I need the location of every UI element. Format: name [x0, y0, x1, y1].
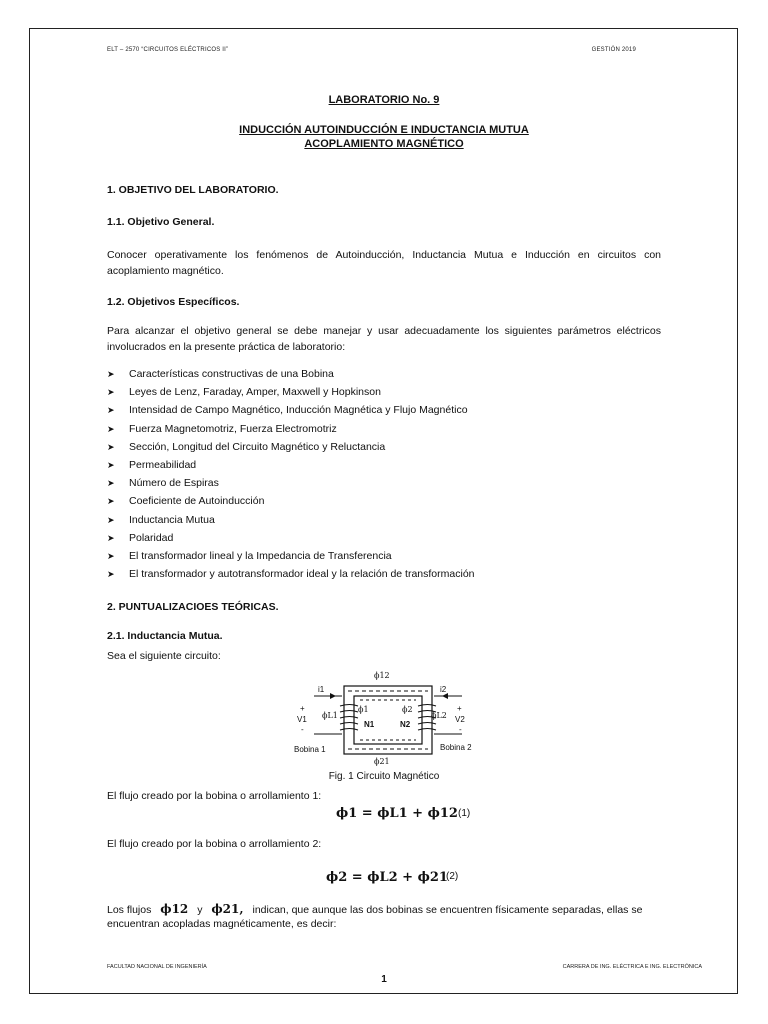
label-plus-1: + [300, 704, 305, 713]
label-i2: i2 [440, 685, 447, 694]
label-n2: N2 [400, 720, 411, 729]
objective-text: Fuerza Magnetomotriz, Fuerza Electromotriz [129, 422, 337, 435]
bullet-arrow-icon: ➤ [107, 423, 115, 434]
label-phi12: ϕ12 [374, 671, 390, 680]
label-n1: N1 [364, 720, 375, 729]
objective-list-item [107, 441, 385, 453]
header-course: ELT – 2570 “CIRCUITOS ELÉCTRICOS II” [107, 47, 229, 53]
symbol-phi21: ϕ21, [211, 902, 244, 916]
bullet-arrow-icon: ➤ [107, 496, 115, 507]
bullet-arrow-icon: ➤ [107, 369, 115, 379]
doc-subtitle-2: ACOPLAMIENTO MAGNÉTICO [304, 138, 464, 150]
objective-text: El transformador lineal y la Impedancia de Transferencia [129, 550, 392, 562]
flux-1-text: El flujo creado por la bobina o arrollamiento 1: [107, 790, 322, 802]
equation-1-number: (1) [458, 808, 471, 819]
doc-subtitle-1: INDUCCIÓN AUTOINDUCCIÓN E INDUCTANCIA MUTUA [239, 124, 529, 136]
lab-title: LABORATORIO No. 9 [328, 94, 440, 106]
label-i1: i1 [318, 685, 325, 694]
objective-text: Características constructivas de una Bobina [129, 368, 334, 380]
label-plus-2: + [457, 704, 462, 713]
equation-2: ϕ2 = ϕL2 + ϕ21 [326, 870, 448, 885]
section-2-heading: 2. PUNTUALIZACIOES TEÓRICAS. [107, 601, 279, 613]
bullet-arrow-icon: ➤ [107, 478, 115, 489]
objective-text: Inductancia Mutua [129, 513, 215, 526]
bullet-arrow-icon: ➤ [107, 569, 115, 580]
bullet-arrow-icon: ➤ [107, 387, 115, 398]
specific-objectives-text: Para alcanzar el objetivo general se debe manejar y usar adecuadamente los siguientes parámetros eléctricos involucrados en la presente práctica de laboratorio: [107, 325, 661, 353]
label-v1: V1 [297, 715, 307, 724]
objective-list-item [107, 386, 381, 398]
flux-2-text: El flujo creado por la bobina o arrollamiento 2: [107, 838, 322, 850]
coupling-text-pre: Los flujos [107, 904, 152, 916]
objective-list-item [107, 550, 392, 562]
label-minus-1: - [301, 725, 304, 734]
objective-list-item [107, 568, 475, 580]
label-v2: V2 [455, 715, 465, 724]
circuit-intro: Sea el siguiente circuito: [107, 650, 221, 662]
objective-text: Intensidad de Campo Magnético, Inducción Magnética y Flujo Magnético [129, 404, 468, 417]
label-phiL2: ϕL2 [431, 711, 447, 720]
footer-career: CARRERA DE ING. ELÉCTRICA E ING. ELECTRÓNICA [562, 964, 702, 970]
general-objective-heading: 1.1. Objetivo General. [107, 216, 215, 228]
objective-text: Número de Espiras [129, 477, 219, 490]
label-phi1: ϕ1 [358, 705, 369, 714]
section-1-heading: 1. OBJETIVO DEL LABORATORIO. [107, 184, 279, 196]
footer-faculty: FACULTAD NACIONAL DE INGENIERÍA [107, 964, 207, 970]
objective-text: Sección, Longitud del Circuito Magnético y Reluctancia [129, 440, 386, 453]
objective-list-item [107, 532, 173, 544]
objective-text: Leyes de Lenz, Faraday, Amper, Maxwell y Hopkinson [129, 386, 381, 399]
objective-list-item [107, 514, 215, 526]
objective-list-item [107, 423, 337, 435]
bullet-arrow-icon: ➤ [107, 514, 115, 525]
objective-list-item [107, 477, 219, 489]
general-objective-text: Conocer operativamente los fenómenos de Autoinducción, Inductancia Mutua e Inducción en circuitos con acoplamiento magnético. [107, 249, 661, 277]
objective-text: Permeabilidad [129, 459, 197, 471]
bullet-arrow-icon: ➤ [107, 551, 115, 561]
magnetic-circuit-figure [290, 666, 480, 766]
equation-1: ϕ1 = ϕL1 + ϕ12 [336, 806, 458, 821]
objective-list-item [107, 368, 334, 380]
coupling-text-y: y [197, 904, 203, 916]
coupling-text-post: indican, que aunque las dos bobinas se encuentren físicamente separadas, ellas se [252, 904, 643, 916]
figure-caption: Fig. 1 Circuito Magnético [328, 771, 440, 782]
symbol-phi12: ϕ12 [160, 902, 189, 916]
header-year: GESTIÓN 2019 [591, 47, 636, 53]
mutual-inductance-heading: 2.1. Inductancia Mutua. [107, 630, 223, 642]
objective-list-item [107, 404, 468, 416]
label-bobina-2: Bobina 2 [440, 743, 472, 752]
label-minus-2: - [459, 725, 462, 734]
bullet-arrow-icon: ➤ [107, 532, 115, 543]
objective-text: Polaridad [129, 531, 174, 544]
label-phiL1: ϕL1 [322, 711, 338, 720]
label-bobina-1: Bobina 1 [294, 745, 326, 754]
equation-2-number: (2) [446, 871, 459, 882]
arrow-i1 [330, 693, 336, 699]
bullet-arrow-icon: ➤ [107, 460, 115, 470]
coupling-text-line-2: encuentran acopladas magnéticamente, es decir: [107, 918, 337, 930]
objective-list-item [107, 495, 264, 507]
bullet-arrow-icon: ➤ [107, 405, 115, 416]
coupling-text-line-1 [107, 902, 667, 916]
label-phi2: ϕ2 [402, 705, 413, 714]
coil-1 [340, 705, 358, 731]
objective-list-item [107, 459, 196, 471]
objective-text: El transformador y autotransformador ideal y la relación de transformación [129, 568, 475, 581]
objective-text: Coeficiente de Autoinducción [129, 495, 265, 508]
page-number: 1 [381, 974, 387, 985]
specific-objectives-heading: 1.2. Objetivos Específicos. [107, 296, 240, 308]
label-phi21: ϕ21 [374, 757, 390, 766]
bullet-arrow-icon: ➤ [107, 441, 115, 452]
